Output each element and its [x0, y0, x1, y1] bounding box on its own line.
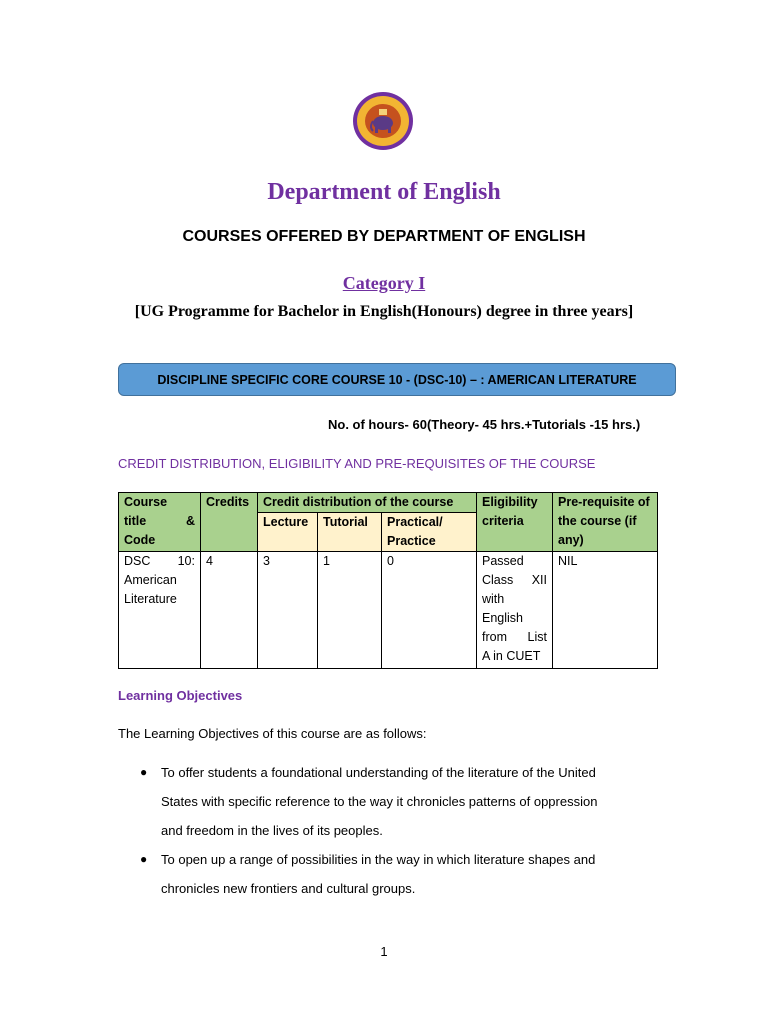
- cell-course-code-a: DSC: [124, 554, 151, 568]
- cell-credits: 4: [201, 552, 258, 669]
- list-item: [140, 758, 660, 845]
- header-course-title-amp: &: [185, 514, 195, 528]
- cell-eligibility-word: XII: [531, 573, 547, 587]
- table-row: [119, 552, 658, 669]
- cell-course-code-line1: [124, 552, 195, 571]
- credit-table: [118, 492, 658, 669]
- cell-course-name-line2: Literature: [124, 592, 177, 606]
- list-item-line: and freedom in the lives of its peoples.: [161, 823, 383, 838]
- list-item-line: States with specific reference to the way it chronicles patterns of oppression: [161, 794, 598, 809]
- cell-course-name-line1: American: [124, 573, 177, 587]
- bullet-icon: ●: [140, 765, 148, 779]
- header-credits: Credits: [201, 493, 258, 552]
- cell-tutorial: 1: [318, 552, 382, 669]
- cell-eligibility-word: List: [527, 630, 547, 644]
- credit-section-heading: CREDIT DISTRIBUTION, ELIGIBILITY AND PRE-REQUISITES OF THE COURSE: [118, 456, 596, 471]
- cell-eligibility-line6: A in CUET: [482, 649, 541, 663]
- cell-eligibility-line4: English: [482, 611, 523, 625]
- university-seal-icon: [352, 91, 414, 151]
- bullet-icon: ●: [140, 852, 148, 866]
- header-course-title-line2: [124, 512, 195, 531]
- learning-objectives-heading: Learning Objectives: [118, 688, 243, 703]
- cell-practical: 0: [382, 552, 477, 669]
- cell-eligibility-line1: Passed: [482, 554, 524, 568]
- header-lecture: Lecture: [258, 513, 318, 552]
- cell-eligibility-line2: [482, 571, 547, 590]
- cell-eligibility-word: from: [482, 630, 507, 644]
- cell-lecture: 3: [258, 552, 318, 669]
- cell-eligibility-word: Class: [482, 573, 514, 587]
- header-course-title: [119, 493, 201, 552]
- department-title: Department of English: [267, 179, 501, 205]
- list-item-line: To offer students a foundational understanding of the literature of the United: [161, 765, 596, 780]
- cell-eligibility-line5: [482, 628, 547, 647]
- page-number: 1: [380, 944, 388, 959]
- objectives-list: [140, 758, 660, 903]
- header-eligibility: Eligibility criteria: [477, 493, 553, 552]
- header-practical: Practical/ Practice: [382, 513, 477, 552]
- course-banner: [118, 363, 676, 396]
- header-credit-distribution: Credit distribution of the course: [258, 493, 477, 513]
- category-heading: Category I: [342, 273, 426, 293]
- cell-course-code-b: 10:: [177, 554, 195, 568]
- cell-course-code: [119, 552, 201, 669]
- header-prerequisite: Pre-requisite of the course (if any): [553, 493, 658, 552]
- header-course-title-line3: Code: [124, 533, 156, 547]
- hours-line: No. of hours- 60(Theory- 45 hrs.+Tutorials -15 hrs.): [328, 417, 641, 432]
- cell-eligibility-line3: with: [482, 592, 505, 606]
- cell-eligibility: [477, 552, 553, 669]
- courses-offered-heading: COURSES OFFERED BY DEPARTMENT OF ENGLISH: [182, 228, 586, 245]
- list-item-line: To open up a range of possibilities in the way in which literature shapes and: [161, 852, 596, 867]
- cell-prerequisite: NIL: [553, 552, 658, 669]
- list-item-line: chronicles new frontiers and cultural groups.: [161, 881, 416, 896]
- list-item: [140, 845, 660, 903]
- programme-line: [UG Programme for Bachelor in English(Honours) degree in three years]: [134, 303, 634, 320]
- header-course-title-word: title: [124, 514, 147, 528]
- learning-objectives-intro: The Learning Objectives of this course are as follows:: [118, 726, 427, 741]
- header-course-title-line1: Course: [124, 495, 168, 509]
- header-tutorial: Tutorial: [318, 513, 382, 552]
- course-banner-label: DISCIPLINE SPECIFIC CORE COURSE 10 - (DSC-10) – : AMERICAN LITERATURE: [157, 372, 637, 387]
